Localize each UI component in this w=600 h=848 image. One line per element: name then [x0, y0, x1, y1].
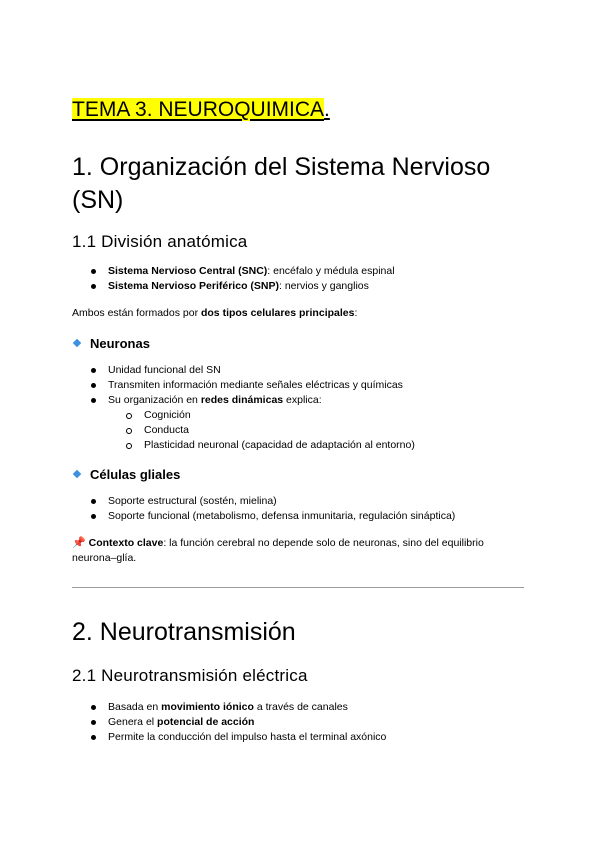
section-2-1-heading: 2.1 Neurotransmisión eléctrica [72, 666, 308, 685]
list-item: Basada en movimiento iónico a través de canales [88, 700, 386, 715]
neurotransmision-list [88, 700, 386, 745]
context-note: 📌 Contexto clave: la función cerebral no depende solo de neuronas, sino del equilibrio neurona–glía. [72, 537, 484, 564]
horizontal-divider [72, 587, 524, 588]
diamond-bullet-icon [73, 339, 81, 347]
neuronas-sublist [88, 408, 415, 453]
document-title: TEMA 3. NEUROQUIMICA. [72, 98, 330, 121]
list-item: Transmiten información mediante señales eléctricas y químicas [88, 378, 403, 393]
diamond-bullet-icon [73, 470, 81, 478]
list-item: Sistema Nervioso Periférico (SNP): nervios y ganglios [88, 279, 395, 294]
pushpin-icon: 📌 [72, 537, 86, 549]
list-item: Soporte estructural (sostén, mielina) [88, 494, 455, 509]
neuronas-list [88, 363, 403, 408]
gliales-list [88, 494, 455, 524]
section-1-1-heading: 1.1 División anatómica [72, 232, 248, 251]
section-1-heading: 1. Organización del Sistema Nervioso (SN) [72, 153, 491, 214]
list-item: Soporte funcional (metabolismo, defensa inmunitaria, regulación sináptica) [88, 509, 455, 524]
list-item: Sistema Nervioso Central (SNC): encéfalo y médula espinal [88, 264, 395, 279]
section-2-heading: 2. Neurotransmisión [72, 618, 296, 646]
division-list [88, 264, 395, 294]
paragraph: Ambos están formados por dos tipos celulares principales: [72, 307, 358, 319]
list-item: Unidad funcional del SN [88, 363, 403, 378]
list-item: Conducta [88, 423, 415, 438]
list-item: Plasticidad neuronal (capacidad de adaptación al entorno) [88, 438, 415, 453]
list-item: Genera el potencial de acción [88, 715, 386, 730]
list-item: Cognición [88, 408, 415, 423]
list-item: Permite la conducción del impulso hasta el terminal axónico [88, 730, 386, 745]
neuronas-heading: Neuronas [74, 335, 150, 353]
list-item: Su organización en redes dinámicas explica: [88, 393, 403, 408]
gliales-heading: Células gliales [74, 466, 180, 484]
